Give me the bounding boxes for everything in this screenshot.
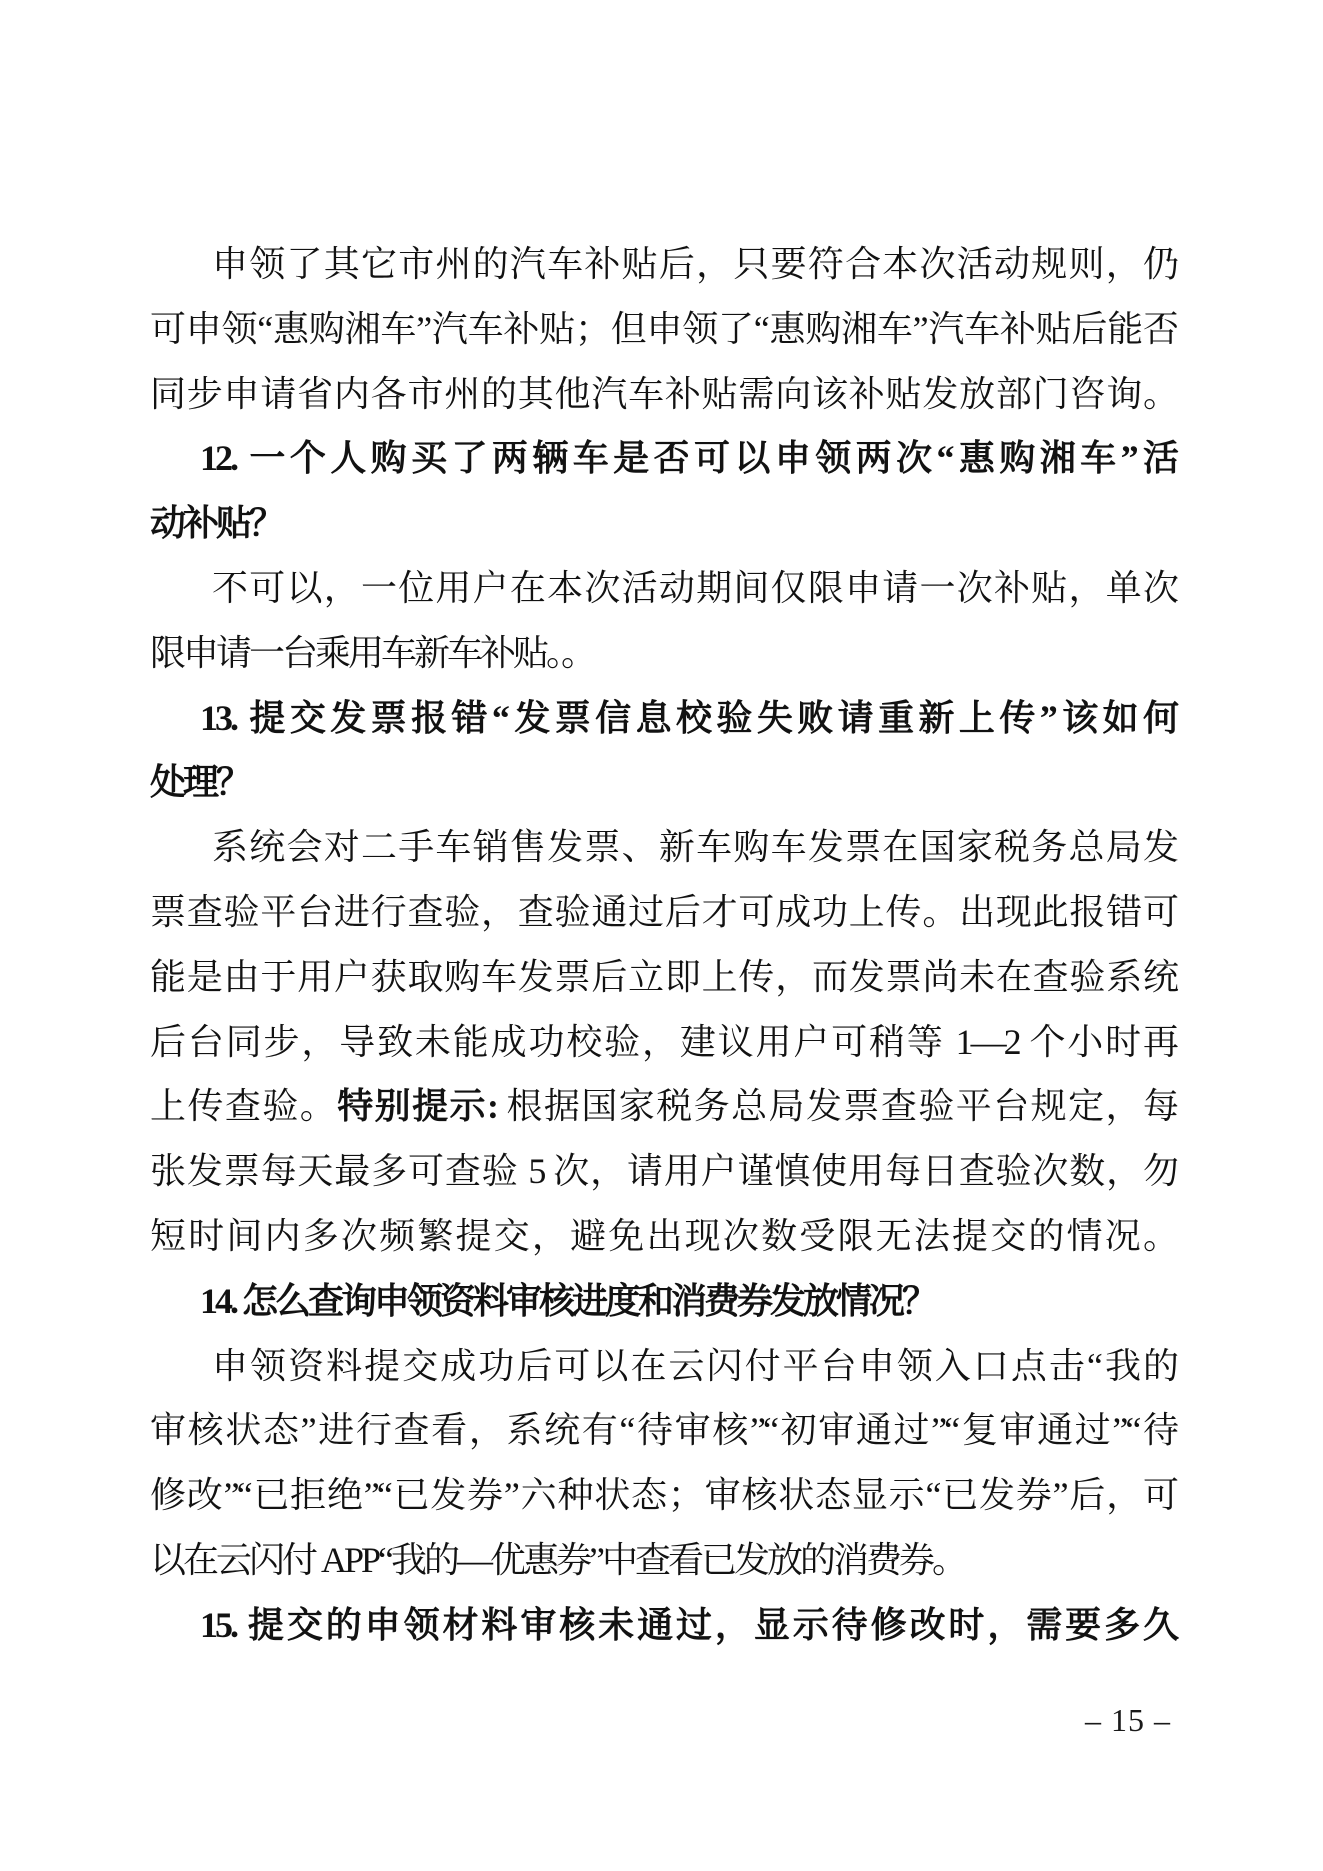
text-segment: 以在云闪付 APP“我的—优惠券”中查看已发放的消费券。 xyxy=(150,1539,965,1580)
text-segment: 申领了其它市州的汽车补贴后，只要符合本次活动规则，仍 xyxy=(212,244,1176,284)
body-text-line xyxy=(150,1398,1176,1463)
text-segment: 审核状态”进行查看，系统有“待审核”“初审通过”“复审通过”“待 xyxy=(150,1410,1176,1451)
text-segment: 不可以，一位用户在本次活动期间仅限申请一次补贴，单次 xyxy=(212,567,1176,608)
body-text-line xyxy=(150,1204,1176,1269)
text-segment: 张发票每天最多可查验 5 次，请用户谨慎使用每日查验次数，勿 xyxy=(150,1151,1176,1192)
text-segment: 可申领“惠购湘车”汽车补贴；但申领了“惠购湘车”汽车补贴后能否 xyxy=(150,308,1176,349)
body-text-line xyxy=(150,1463,1176,1528)
question-heading-line xyxy=(150,1269,1176,1334)
bold-text-segment: 12. 一个人购买了两辆车是否可以申领两次“惠购湘车”活 xyxy=(200,438,1176,479)
bold-text-segment: 15. 提交的申领材料审核未通过，显示待修改时，需要多久 xyxy=(200,1604,1176,1645)
question-heading-line xyxy=(150,491,1176,556)
question-heading-line xyxy=(150,750,1176,815)
bold-text-segment: 动补贴？ xyxy=(150,503,283,544)
bold-text-segment: 13. 提交发票报错“发票信息校验失败请重新上传”该如何 xyxy=(200,697,1176,738)
bold-text-segment: 处理？ xyxy=(150,762,250,803)
text-segment: 票查验平台进行查验，查验通过后才可成功上传。出现此报错可 xyxy=(150,891,1176,932)
document-body xyxy=(150,232,1176,1658)
page-number: – 15 – xyxy=(1085,1702,1171,1738)
text-segment: 短时间内多次频繁提交，避免出现次数受限无法提交的情况。 xyxy=(150,1215,1176,1256)
text-segment: 限申请一台乘用车新车补贴。。 xyxy=(150,632,595,673)
text-segment: 后台同步，导致未能成功校验，建议用户可稍等 1—2 个小时再 xyxy=(150,1021,1176,1062)
body-text-line xyxy=(150,945,1176,1010)
bold-text-segment: 14. 怎么查询申领资料审核进度和消费券发放情况？ xyxy=(200,1280,936,1321)
body-text-line xyxy=(150,621,1176,686)
question-heading-line xyxy=(150,686,1176,751)
body-text-line xyxy=(150,1334,1176,1399)
body-text-line xyxy=(150,362,1176,427)
body-text-line xyxy=(150,1074,1176,1139)
body-text-line xyxy=(150,815,1176,880)
body-text-line xyxy=(150,1528,1176,1593)
text-segment: 同步申请省内各市州的其他汽车补贴需向该补贴发放部门咨询。 xyxy=(150,373,1176,414)
body-text-line xyxy=(150,232,1176,297)
body-text-line xyxy=(150,556,1176,621)
question-heading-line xyxy=(150,1593,1176,1658)
body-text-line xyxy=(150,1010,1176,1075)
body-text-line xyxy=(150,297,1176,362)
text-segment: 上传查验。 xyxy=(150,1086,338,1127)
body-text-line xyxy=(150,1139,1176,1204)
body-text-line xyxy=(150,880,1176,945)
bold-text-segment: 特别提示: xyxy=(337,1086,507,1127)
text-segment: 修改”“已拒绝”“已发券”六种状态；审核状态显示“已发券”后，可 xyxy=(150,1475,1176,1516)
text-segment: 系统会对二手车销售发票、新车购车发票在国家税务总局发 xyxy=(212,827,1176,868)
text-segment: 能是由于用户获取购车发票后立即上传，而发票尚未在查验系统 xyxy=(150,956,1176,997)
question-heading-line xyxy=(150,426,1176,491)
text-segment: 申领资料提交成功后可以在云闪付平台申领入口点击“我的 xyxy=(212,1345,1176,1386)
text-segment: 根据国家税务总局发票查验平台规定，每 xyxy=(506,1086,1176,1127)
